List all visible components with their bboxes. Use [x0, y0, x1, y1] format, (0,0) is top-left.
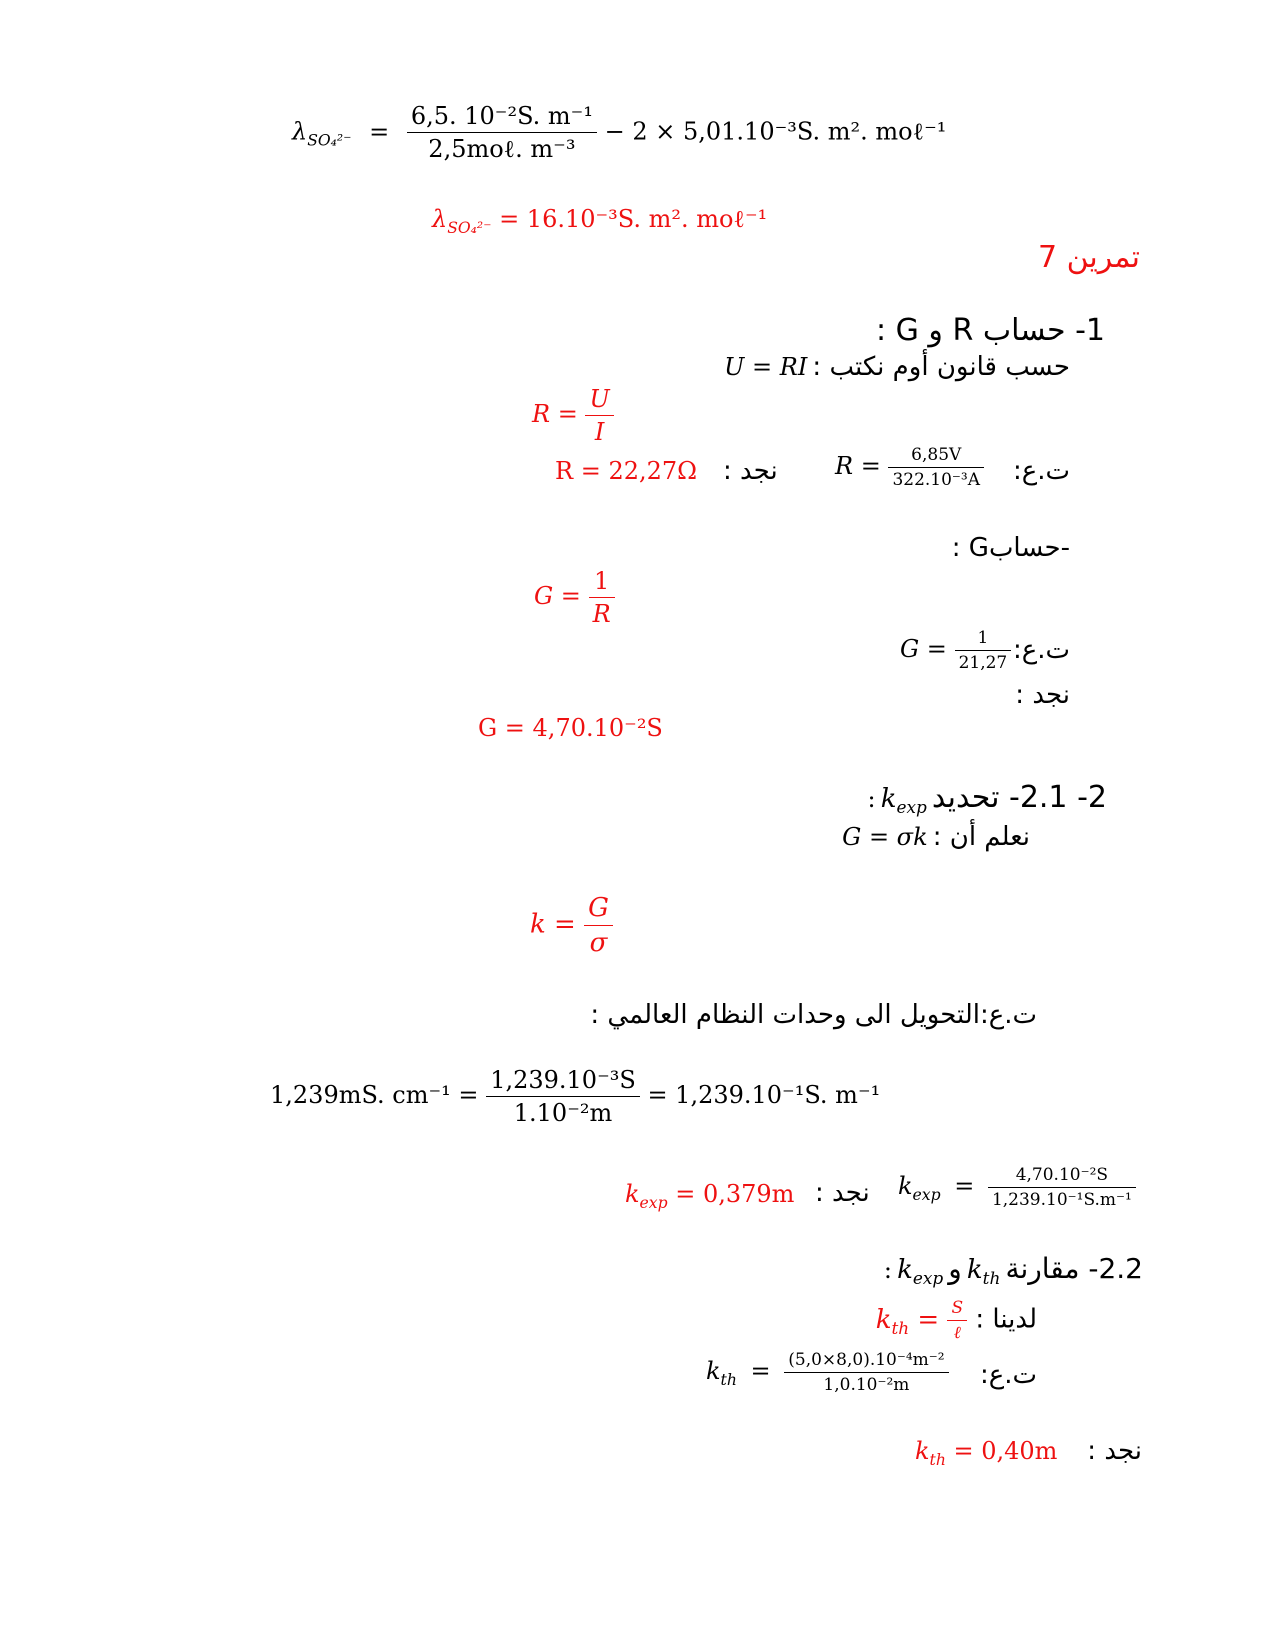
- g-app-denominator: 21,27: [958, 653, 1008, 673]
- and-word: و: [948, 1252, 962, 1285]
- ohm-law-line: [724, 352, 1070, 382]
- kth-app-label: ت.ع:: [979, 1360, 1037, 1390]
- exercise-title: تمرين 7: [1037, 240, 1140, 275]
- convert-text: ت.ع:التحويل الى وحدات النظام العالمي :: [590, 1000, 1037, 1030]
- kth-denominator: ℓ: [953, 1323, 961, 1343]
- equals: =: [917, 1304, 940, 1335]
- equals: =: [954, 1172, 975, 1200]
- r-app-denominator: 322.10⁻³A: [892, 470, 981, 490]
- k-subscript: exp: [896, 797, 927, 818]
- kexp-fraction: [988, 1165, 1136, 1210]
- r-fraction: [585, 385, 613, 446]
- kexp-numerator: 4,70.10⁻²S: [988, 1165, 1136, 1188]
- g-lhs: G =: [534, 582, 581, 610]
- conv-denominator: 1.10⁻²m: [513, 1099, 613, 1127]
- k-fraction: [584, 893, 613, 958]
- k-symbol: k: [880, 784, 897, 814]
- r-formula: [532, 385, 614, 446]
- kexp-value: = 0,379m: [675, 1180, 795, 1208]
- kth-value: = 0,40m: [953, 1437, 1058, 1465]
- part1-heading: 1- حساب R و G :: [875, 313, 1105, 348]
- k-denominator: σ: [589, 928, 608, 958]
- g-app-fraction: [955, 628, 1012, 673]
- g-result: G = 4,70.10⁻²S: [478, 714, 663, 742]
- ohm-formula: U = RI: [724, 353, 808, 381]
- equals: =: [750, 1357, 771, 1385]
- r-find-label: نجد :: [723, 456, 778, 486]
- fraction-denominator: 2,5moℓ. m⁻³: [428, 135, 576, 163]
- fraction: [407, 102, 597, 164]
- formula-remainder: − 2 × 5,01.10⁻³S. m². moℓ⁻¹: [604, 117, 947, 146]
- k-symbol: k: [898, 1172, 913, 1200]
- kth-numerator: S: [947, 1298, 967, 1321]
- know-line: [842, 822, 1030, 852]
- r-denominator: I: [594, 418, 605, 446]
- equals: =: [369, 117, 390, 146]
- k-formula: [530, 893, 613, 958]
- kth-app-fraction: [784, 1350, 948, 1395]
- k-numerator: G: [584, 893, 613, 926]
- g-find-label: نجد :: [1015, 680, 1070, 710]
- conv-fraction: [486, 1066, 640, 1127]
- kth-find-label: نجد :: [1087, 1436, 1142, 1466]
- lambda-symbol: λ: [432, 205, 448, 233]
- g-numerator: 1: [589, 567, 615, 598]
- r-numerator: U: [585, 385, 613, 416]
- compare-text: 2.2- مقارنة: [1005, 1252, 1143, 1285]
- kth-result: [915, 1437, 1058, 1469]
- kth-app-numerator: (5,0×8,0).10⁻⁴m⁻²: [784, 1350, 948, 1373]
- lambda-sulfate-result: [432, 205, 768, 237]
- k-subscript: th: [720, 1370, 737, 1389]
- k-subscript: exp: [912, 1185, 941, 1204]
- heading-colon: :: [867, 785, 876, 813]
- lambda-subscript: SO₄²⁻: [447, 218, 492, 237]
- k-symbol: k: [706, 1357, 721, 1385]
- kexp-find-label: نجد :: [815, 1178, 870, 1208]
- k-subscript: exp: [912, 1268, 944, 1289]
- g-app-label: ت.ع:: [1012, 635, 1070, 665]
- lambda-sulfate-formula: [292, 102, 946, 164]
- kexp-application: [898, 1165, 1136, 1210]
- heading-text: 2- 2.1- تحديد: [931, 780, 1107, 815]
- result-value: = 16.10⁻³S. m². moℓ⁻¹: [499, 205, 768, 233]
- have-label: لدينا :: [975, 1304, 1037, 1335]
- fraction-numerator: 6,5. 10⁻²S. m⁻¹: [407, 102, 597, 133]
- k-subscript: exp: [639, 1193, 668, 1212]
- k-symbol: k: [875, 1304, 892, 1335]
- conv-rhs: = 1,239.10⁻¹S. m⁻¹: [647, 1081, 881, 1109]
- r-result: R = 22,27Ω: [555, 457, 698, 485]
- ohm-text: حسب قانون أوم نكتب :: [812, 352, 1070, 382]
- k-symbol: k: [915, 1437, 930, 1465]
- k-symbol: k: [897, 1255, 913, 1285]
- g-formula: [534, 567, 615, 628]
- conv-lhs: 1,239mS. cm⁻¹ =: [270, 1081, 479, 1109]
- kth-formula-line: [876, 1298, 1037, 1343]
- k-symbol: k: [966, 1255, 983, 1285]
- kth-fraction: [947, 1298, 967, 1343]
- k-subscript: th: [929, 1450, 946, 1469]
- know-text: نعلم أن :: [932, 822, 1030, 852]
- g-application: [900, 628, 1011, 673]
- conv-numerator: 1,239.10⁻³S: [486, 1066, 640, 1097]
- lambda-subscript: SO₄²⁻: [307, 131, 352, 150]
- k-subscript: th: [982, 1268, 1001, 1289]
- r-lhs: R =: [532, 400, 578, 428]
- g-app-numerator: 1: [955, 628, 1012, 651]
- know-formula: G = σk: [842, 823, 928, 851]
- k-subscript: th: [891, 1317, 910, 1338]
- r-application: [835, 445, 984, 490]
- g-app-lhs: G =: [900, 635, 947, 663]
- r-app-label: ت.ع:: [1012, 456, 1070, 486]
- kth-application: [706, 1350, 949, 1395]
- r-app-fraction: [888, 445, 984, 490]
- compare-heading: : $k_{exp}$ و $k_{th}$ 2.2- مقارنة: [883, 1252, 1143, 1289]
- kexp-denominator: 1,239.10⁻¹S.m⁻¹: [991, 1190, 1132, 1210]
- r-app-lhs: R =: [835, 452, 881, 480]
- kexp-result: [625, 1180, 795, 1212]
- k-symbol: k: [625, 1180, 640, 1208]
- part2-heading: [867, 780, 1108, 818]
- g-fraction: [589, 567, 615, 628]
- g-denominator: R: [592, 600, 611, 628]
- conversion-formula: [270, 1066, 880, 1127]
- lambda-symbol: λ: [292, 117, 308, 146]
- g-heading: -حسابG :: [951, 533, 1070, 563]
- k-lhs: k =: [530, 909, 576, 940]
- kth-app-denominator: 1,0.10⁻²m: [823, 1375, 910, 1395]
- r-app-numerator: 6,85V: [888, 445, 984, 468]
